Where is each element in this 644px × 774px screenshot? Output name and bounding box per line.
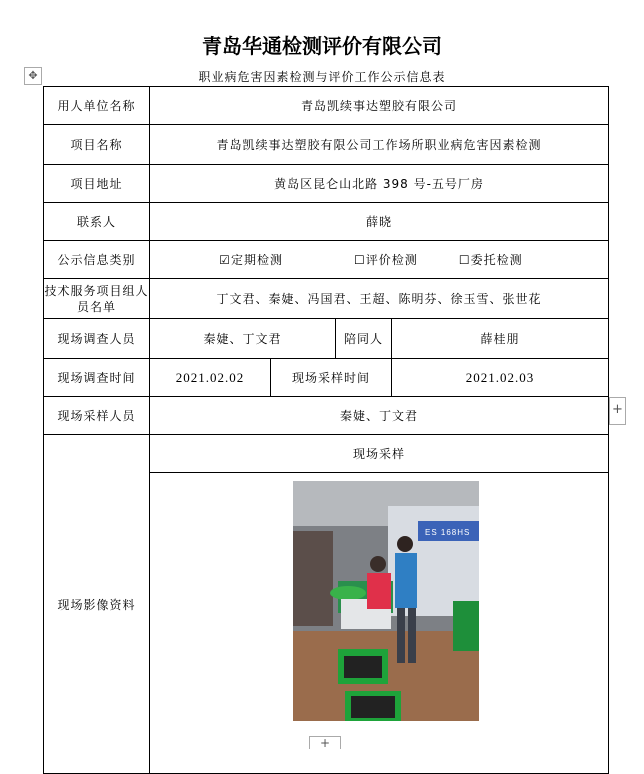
- category-label: 公示信息类别: [44, 241, 150, 279]
- contact-value: 薛晓: [150, 203, 609, 241]
- table-row: [44, 203, 609, 241]
- table-row: [44, 279, 609, 319]
- option-entrusted[interactable]: ☐委托检测: [458, 253, 523, 267]
- address-value: 黄岛区昆仑山北路 398 号-五号厂房: [150, 165, 609, 203]
- table-row: [44, 435, 609, 473]
- page-title: 青岛华通检测评价有限公司: [202, 34, 442, 58]
- survey-staff-value: 秦婕、丁文君: [150, 319, 336, 359]
- survey-staff-label: 现场调查人员: [44, 319, 150, 359]
- move-icon[interactable]: ✥: [24, 67, 42, 85]
- site-photo-illustration: [293, 481, 479, 721]
- category-options: [150, 241, 609, 279]
- table-row: [44, 319, 609, 359]
- project-value: 青岛凯续事达塑胶有限公司工作场所职业病危害因素检测: [150, 125, 609, 165]
- checkbox-icon[interactable]: ☐: [458, 253, 471, 267]
- images-heading: 现场采样: [150, 435, 609, 473]
- companion-value: 薛桂朋: [392, 319, 609, 359]
- add-row-icon[interactable]: +: [309, 736, 341, 749]
- sampling-staff-value: 秦婕、丁文君: [150, 397, 609, 435]
- sampling-time-label: 现场采样时间: [271, 359, 392, 397]
- photo-cell: [150, 473, 609, 774]
- page-subtitle: 职业病危害因素检测与评价工作公示信息表: [198, 70, 446, 84]
- survey-time-value: 2021.02.02: [150, 359, 271, 397]
- option-evaluation[interactable]: ☐评价检测: [354, 253, 418, 267]
- address-label: 项目地址: [44, 165, 150, 203]
- info-table: [43, 86, 609, 774]
- checkbox-checked-icon[interactable]: ☑: [219, 253, 231, 267]
- add-column-icon[interactable]: +: [609, 397, 626, 425]
- table-row: [44, 165, 609, 203]
- table-row: [44, 397, 609, 435]
- site-photo: [293, 481, 479, 721]
- survey-time-label: 现场调查时间: [44, 359, 150, 397]
- sampling-staff-label: 现场采样人员: [44, 397, 150, 435]
- companion-label: 陪同人: [336, 319, 392, 359]
- project-label: 项目名称: [44, 125, 150, 165]
- team-value: 丁文君、秦婕、冯国君、王超、陈明芬、徐玉雪、张世花: [150, 279, 609, 319]
- checkbox-icon[interactable]: ☐: [354, 253, 366, 267]
- machine-label: ES 168HS: [425, 528, 471, 537]
- option-periodic[interactable]: ☑定期检测: [219, 253, 283, 267]
- sampling-time-value: 2021.02.03: [392, 359, 609, 397]
- table-row: [44, 359, 609, 397]
- employer-value: 青岛凯续事达塑胶有限公司: [150, 87, 609, 125]
- table-row: [44, 125, 609, 165]
- team-label: 技术服务项目组人员名单: [44, 279, 150, 319]
- table-row: [44, 241, 609, 279]
- table-row: [44, 87, 609, 125]
- contact-label: 联系人: [44, 203, 150, 241]
- employer-label: 用人单位名称: [44, 87, 150, 125]
- images-label: 现场影像资料: [44, 435, 150, 774]
